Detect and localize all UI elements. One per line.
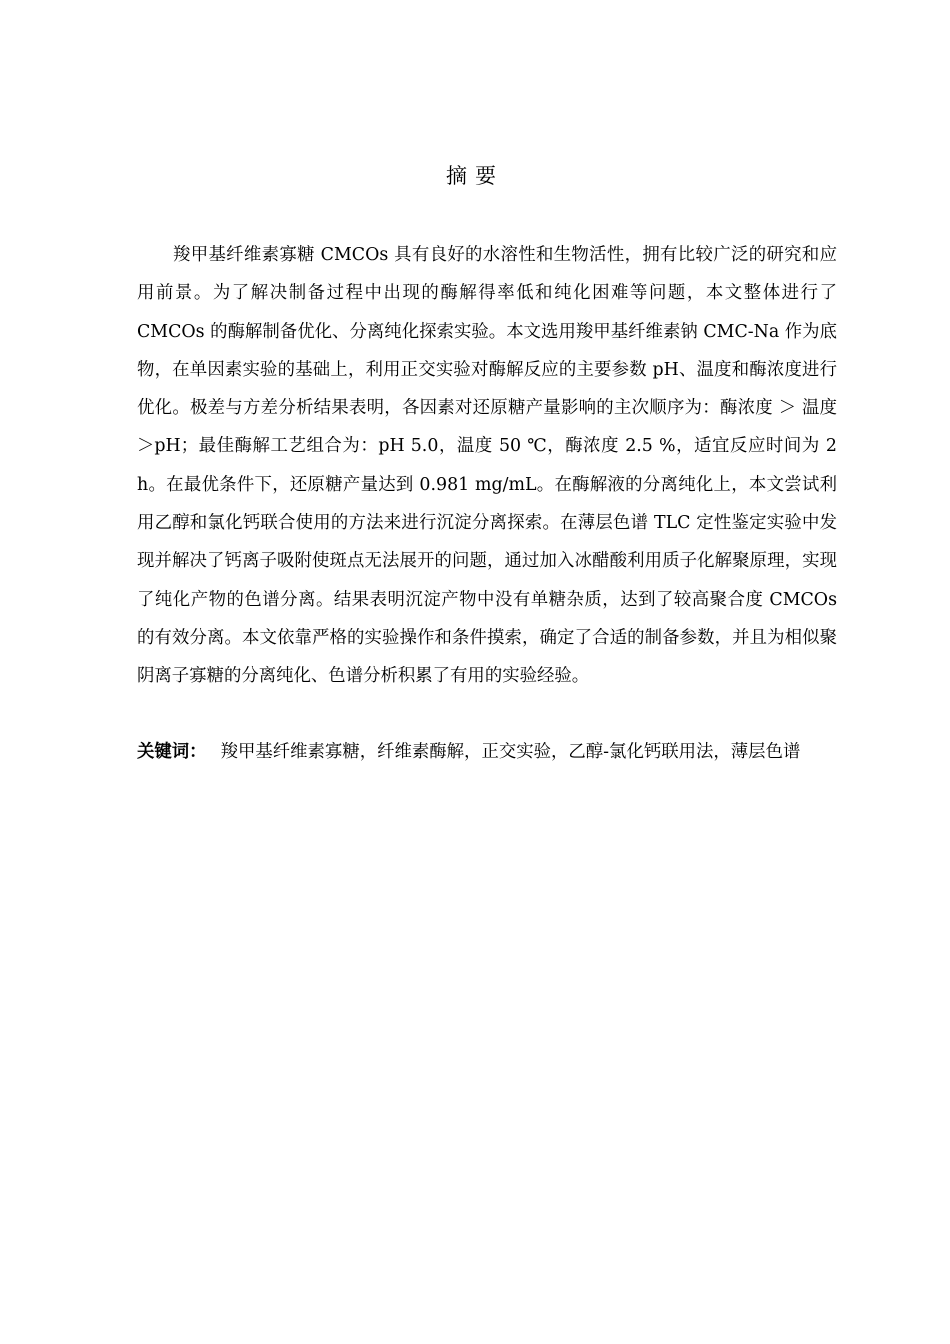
keywords-line — [137, 733, 837, 771]
abstract-body: 羧甲基纤维素寡糖 CMCOs 具有良好的水溶性和生物活性，拥有比较广泛的研究和应用前景。为了解决制备过程中出现的酶解得率低和纯化困难等问题，本文整体进行了 CMCOs 的酶解制备优化、分离纯化探索实验。本文选用羧甲基纤维素钠 CMC-Na 作为底物，在单因素实验的基础上，利用正交实验对酶解反应的主要参数 pH、温度和酶浓度进行优化。极差与方差分析结果表明，各因素对还原糖产量影响的主次顺序为：酶浓度 ＞ 温度 ＞pH；最佳酶解工艺组合为：pH 5.0，温度 50 ℃，酶浓度 2.5 %，适宜反应时间为 2 h。在最优条件下，还原糖产量达到 0.981 mg/mL。在酶解液的分离纯化上，本文尝试利用乙醇和氯化钙联合使用的方法来进行沉淀分离探索。在薄层色谱 TLC 定性鉴定实验中发现并解决了钙离子吸附使斑点无法展开的问题，通过加入冰醋酸利用质子化解聚原理，实现了纯化产物的色谱分离。结果表明沉淀产物中没有单糖杂质，达到了较高聚合度 CMCOs 的有效分离。本文依靠严格的实验操作和条件摸索，确定了合适的制备参数，并且为相似聚阴离子寡糖的分离纯化、色谱分析积累了有用的实验经验。 — [137, 245, 837, 687]
keywords-label: 关键词： — [137, 742, 207, 762]
keywords-text: 羧甲基纤维素寡糖，纤维素酶解，正交实验，乙醇-氯化钙联用法，薄层色谱 — [220, 742, 801, 762]
abstract-title: 摘要 — [446, 164, 504, 188]
